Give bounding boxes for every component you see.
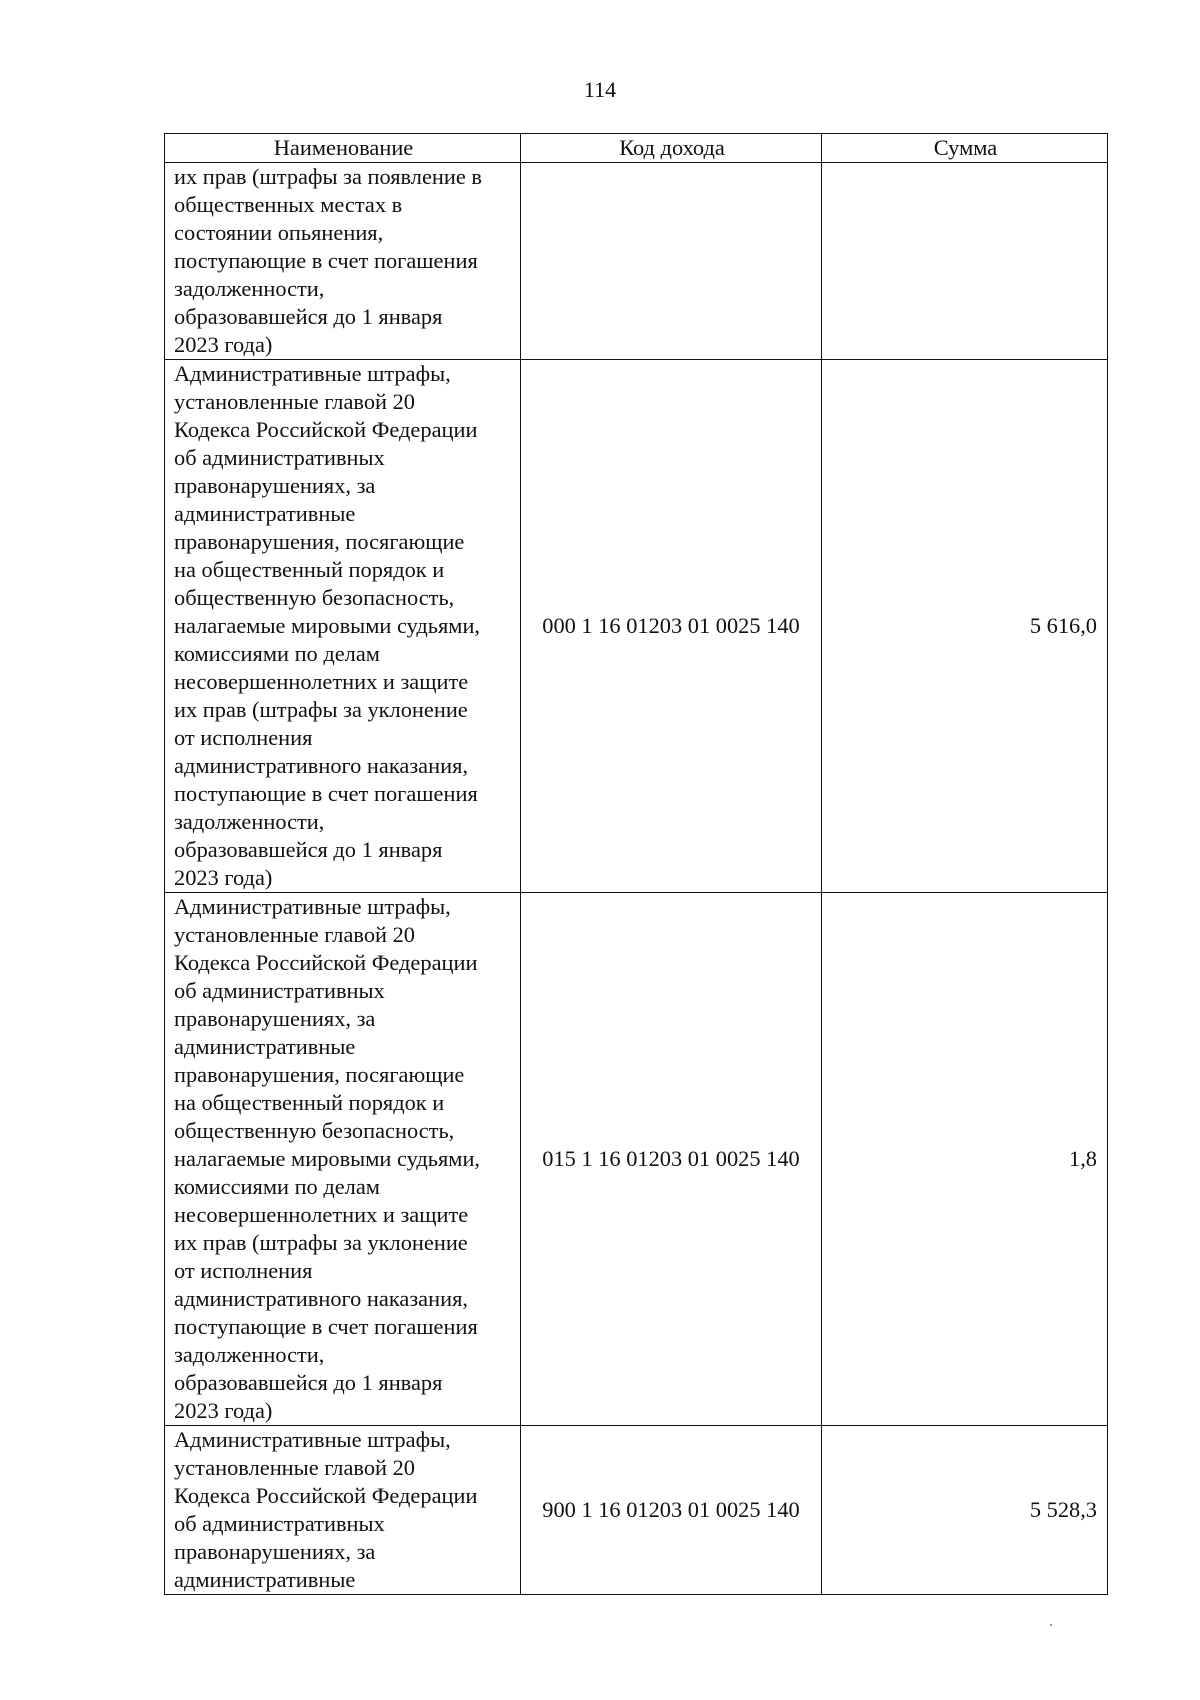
row-sum-cell: 5 528,3: [822, 1426, 1108, 1595]
row-name-cell: Административные штрафы, установленные главой 20 Кодекса Российской Федерации об административных правонарушениях, за административные: [165, 1426, 521, 1595]
row-name-cell: Административные штрафы, установленные главой 20 Кодекса Российской Федерации об административных правонарушениях, за административные правонарушения, посягающие на общественный порядок и общественную безопасность, налагаемые мировыми судьями, комиссиями по делам несовершеннолетних и защите их прав (штрафы за уклонение от исполнения административного наказания, поступающие в счет погашения задолженности, образовавшейся до 1 января 2023 года): [165, 893, 521, 1426]
page-number: 114: [583, 77, 617, 102]
table-row: [165, 360, 1108, 893]
row-sum-cell: 5 616,0: [822, 360, 1108, 893]
table-row: [165, 893, 1108, 1426]
column-header-name: Наименование: [165, 134, 521, 163]
row-code-cell: 000 1 16 01203 01 0025 140: [521, 360, 822, 893]
column-header-sum: Сумма: [822, 134, 1108, 163]
row-sum-cell: 1,8: [822, 893, 1108, 1426]
row-code-cell: 015 1 16 01203 01 0025 140: [521, 893, 822, 1426]
revenue-table: [164, 133, 1108, 1595]
scan-speck: [1050, 1624, 1052, 1626]
row-code-cell: [521, 163, 822, 360]
table-row: [165, 1426, 1108, 1595]
table-header-row: [165, 134, 1108, 163]
column-header-code: Код дохода: [521, 134, 822, 163]
row-code-cell: 900 1 16 01203 01 0025 140: [521, 1426, 822, 1595]
row-name-cell: Административные штрафы, установленные главой 20 Кодекса Российской Федерации об административных правонарушениях, за административные правонарушения, посягающие на общественный порядок и общественную безопасность, налагаемые мировыми судьями, комиссиями по делам несовершеннолетних и защите их прав (штрафы за уклонение от исполнения административного наказания, поступающие в счет погашения задолженности, образовавшейся до 1 января 2023 года): [165, 360, 521, 893]
row-sum-cell: [822, 163, 1108, 360]
table-row: [165, 163, 1108, 360]
row-name-cell: их прав (штрафы за появление в общественных местах в состоянии опьянения, поступающие в счет погашения задолженности, образовавшейся до 1 января 2023 года): [165, 163, 521, 360]
